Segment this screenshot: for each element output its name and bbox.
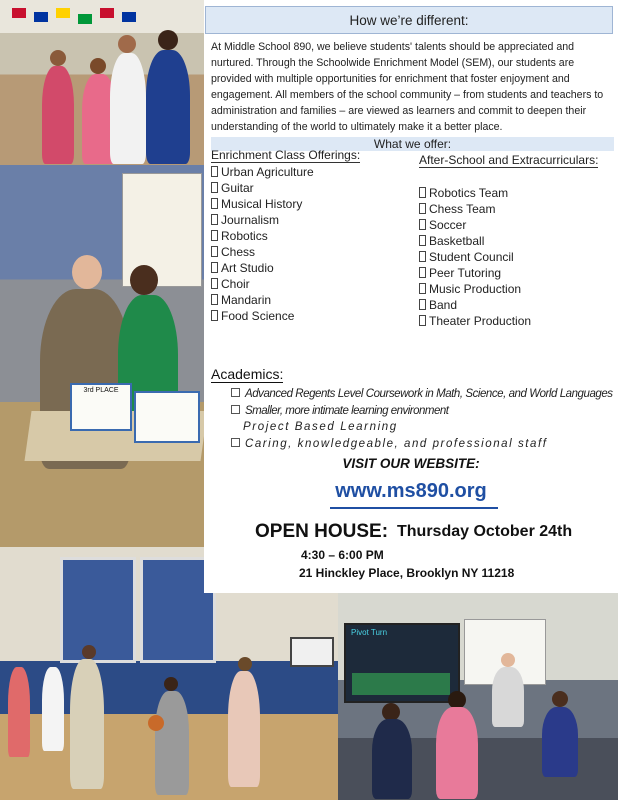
person-figure (110, 53, 146, 164)
list-item (419, 233, 531, 249)
student-figure (155, 691, 189, 795)
list-item-label: Theater Production (429, 314, 532, 328)
photo-award-winners (0, 165, 204, 547)
flag-decoration (12, 8, 26, 18)
checkbox-icon (231, 388, 240, 397)
person-head (82, 645, 96, 659)
checkbox-icon (419, 299, 426, 310)
checkbox-icon (419, 219, 426, 230)
list-item (419, 185, 531, 201)
person-head (90, 58, 106, 74)
person-head (164, 677, 178, 691)
list-item (211, 292, 314, 308)
student-figure (42, 667, 64, 751)
student-figure (372, 719, 412, 799)
photo-students-cultural-dress (0, 0, 204, 165)
academics-item-text: Smaller, more intimate learning environment (245, 405, 449, 417)
checkbox-icon (211, 294, 218, 305)
student-figure (228, 671, 260, 787)
flag-decoration (100, 8, 114, 18)
student-figure (436, 707, 478, 799)
list-item (211, 196, 314, 212)
checkbox-icon (231, 438, 240, 447)
list-item (419, 249, 531, 265)
checkbox-icon (211, 310, 218, 321)
list-item-label: Robotics Team (429, 186, 509, 200)
list-item (211, 276, 314, 292)
enrichment-list (211, 164, 314, 324)
student-figure (542, 707, 578, 777)
flag-decoration (122, 12, 136, 22)
offer-heading: What we offer: (373, 137, 452, 151)
list-item (211, 244, 314, 260)
list-item (419, 201, 531, 217)
flag-decoration (56, 8, 70, 18)
list-item (211, 308, 314, 324)
open-house-time: 4:30 – 6:00 PM (301, 548, 384, 562)
person-head (72, 255, 102, 289)
visit-website-label: VISIT OUR WEBSITE: (342, 456, 480, 471)
award-certificate (70, 383, 132, 431)
flag-decoration (34, 12, 48, 22)
section-title: How we’re different: (349, 13, 469, 28)
checkbox-icon (419, 251, 426, 262)
list-item (211, 212, 314, 228)
classroom-screen (344, 623, 460, 703)
academics-item-text: Caring, knowledgeable, and professional staff (245, 438, 548, 450)
gym-window (60, 557, 136, 663)
person-head (118, 35, 136, 53)
open-house-address: 21 Hinckley Place, Brooklyn NY 11218 (299, 566, 515, 580)
academics-item-text: Advanced Regents Level Coursework in Math, Science, and World Languages (245, 388, 613, 400)
person-head (50, 50, 66, 66)
checkbox-icon (211, 262, 218, 273)
list-item (419, 217, 531, 233)
list-item-label: Soccer (429, 218, 467, 232)
checkbox-icon (419, 203, 426, 214)
list-item-label: Urban Agriculture (221, 165, 314, 179)
section-title-box (205, 6, 613, 34)
checkbox-icon (419, 283, 426, 294)
person-head (130, 265, 158, 295)
checkbox-icon (419, 315, 426, 326)
list-item (419, 313, 531, 329)
person-head (501, 653, 515, 667)
list-item (211, 260, 314, 276)
list-item-label: Choir (221, 277, 250, 291)
list-item (211, 228, 314, 244)
basketball-icon (148, 715, 164, 731)
list-item-label: Chess Team (429, 202, 496, 216)
flag-decoration (78, 14, 92, 24)
teacher-figure (492, 667, 524, 727)
list-item-label: Food Science (221, 309, 295, 323)
list-item-label: Basketball (429, 234, 485, 248)
checkbox-icon (211, 182, 218, 193)
enrichment-heading: Enrichment Class Offerings: (211, 148, 361, 162)
list-item-label: Guitar (221, 181, 254, 195)
website-link[interactable]: www.ms890.org (335, 480, 487, 502)
screen-image (352, 673, 450, 695)
list-item-label: Chess (221, 245, 256, 259)
list-item-label: Music Production (429, 282, 522, 296)
checkbox-icon (211, 246, 218, 257)
academics-item (231, 438, 547, 450)
person-head (158, 30, 178, 50)
checkbox-icon (211, 278, 218, 289)
list-item-label: Student Council (429, 250, 514, 264)
list-item (211, 180, 314, 196)
list-item (419, 265, 531, 281)
open-house-label: OPEN HOUSE: (255, 521, 389, 542)
checkbox-icon (211, 230, 218, 241)
list-item-label: Musical History (221, 197, 303, 211)
basketball-hoop-icon (290, 637, 334, 667)
open-house-date: Thursday October 24th (397, 523, 573, 540)
intro-paragraph: At Middle School 890, we believe students' talents should be appreciated and nurtured. Through the Schoolwide Enrichment Model (SEM), our students are provided with multiple opportunities for enrichment that foster enjoyment and engagement. All members of the school community – from students and teachers to administration and families – are viewed as learners and commit to deepen their understanding of the world to ultimately make it a better place. (211, 41, 604, 133)
checkbox-icon (211, 198, 218, 209)
list-item (419, 281, 531, 297)
checkbox-icon (419, 235, 426, 246)
list-item-label: Robotics (221, 229, 268, 243)
award-label: 3rd PLACE (83, 387, 119, 394)
academics-heading: Academics: (211, 366, 284, 382)
checkbox-icon (211, 166, 218, 177)
checkbox-icon (419, 187, 426, 198)
student-figure (8, 667, 30, 757)
list-item-label: Journalism (221, 213, 280, 227)
list-item-label: Peer Tutoring (429, 266, 502, 280)
list-item (211, 164, 314, 180)
person-figure (146, 50, 190, 164)
person-figure (42, 66, 74, 164)
student-figure (70, 659, 104, 789)
list-item-label: Art Studio (221, 261, 274, 275)
afterschool-list (419, 185, 531, 329)
academics-item (231, 405, 449, 417)
checkbox-icon (211, 214, 218, 225)
afterschool-heading: After-School and Extracurriculars: (419, 153, 599, 167)
person-head (238, 657, 252, 671)
award-certificate (134, 391, 200, 443)
list-item-label: Band (429, 298, 458, 312)
website-underline (330, 507, 498, 509)
person-head (552, 691, 568, 707)
academics-item (231, 388, 613, 400)
list-item (419, 297, 531, 313)
screen-title: Pivot Turn (351, 628, 388, 637)
checkbox-icon (419, 267, 426, 278)
list-item-label: Mandarin (221, 293, 272, 307)
academics-item-text: Project Based Learning (243, 421, 398, 433)
photo-classroom-robotics (338, 593, 618, 800)
checkbox-icon (231, 405, 240, 414)
academics-item (243, 421, 398, 433)
